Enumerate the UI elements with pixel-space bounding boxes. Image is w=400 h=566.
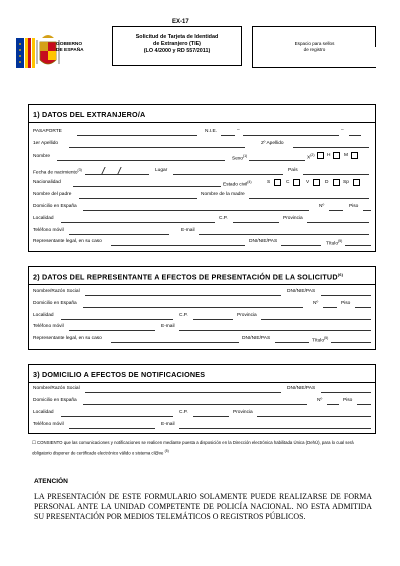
mother-name-label: Nombre de la madre — [201, 192, 245, 197]
birthplace-label: Lugar — [155, 168, 168, 173]
rep-legal-label: Representante legal, en su caso — [33, 336, 102, 341]
rep-province-field[interactable] — [261, 319, 371, 320]
section-notification-address — [28, 364, 376, 434]
country-label: País — [288, 168, 298, 173]
rep-address-label: Domicilio en España — [33, 301, 77, 306]
province-field[interactable] — [307, 222, 369, 223]
notif-postal-field[interactable] — [193, 416, 229, 417]
notif-company-field[interactable] — [85, 392, 281, 393]
legal-rep-label: Representante legal, en su caso — [33, 239, 102, 244]
legal-rep-title-label: Título$^{(5)}$ — [326, 239, 343, 247]
consent-line-1: ☐ CONSIENTO que las comunicaciones y notificaciones se realicen mediante puesta a disposición en la Dirección electrónica habilitada Única (DehÚ), para lo cual será — [32, 440, 354, 445]
marital-sp-checkbox[interactable] — [353, 179, 360, 186]
father-name-label: Nombre del padre — [33, 192, 72, 197]
marital-d-checkbox[interactable] — [333, 179, 340, 186]
surname-1-field[interactable] — [69, 147, 245, 148]
notif-id-label: DNI/NIE/PAS — [287, 386, 316, 391]
notif-phone-label: Teléfono móvil — [33, 422, 64, 427]
rep-email-field[interactable] — [179, 330, 371, 331]
notif-phone-field[interactable] — [69, 428, 155, 429]
notif-province-label: Provincia — [233, 410, 253, 415]
rep-locality-label: Localidad — [33, 313, 54, 318]
address-number-label: Nº — [319, 204, 325, 209]
logo-text-line-1: GOBIERNO — [56, 42, 83, 47]
sex-h-label: H — [327, 153, 331, 158]
form-title-line-3: (LO 4/2000 y RD 557/2011) — [143, 48, 211, 54]
notif-number-field[interactable] — [327, 404, 339, 405]
notif-floor-field[interactable] — [357, 404, 371, 405]
sex-h-checkbox[interactable] — [333, 152, 340, 159]
passport-field[interactable] — [77, 135, 197, 136]
logo-text-line-2: DE ESPAÑA — [56, 48, 84, 53]
rep-company-field[interactable] — [85, 295, 281, 296]
birthplace-field[interactable] — [173, 174, 283, 175]
address-field[interactable] — [83, 210, 309, 211]
nie-prefix-field[interactable] — [221, 135, 235, 136]
legal-rep-id-field[interactable] — [281, 245, 321, 246]
sex-x-checkbox[interactable] — [317, 152, 324, 159]
rep-id-field[interactable] — [321, 295, 371, 296]
marital-s-label: S — [267, 180, 271, 185]
phone-label: Teléfono móvil — [33, 228, 64, 233]
email-label: E-mail — [181, 228, 195, 233]
marital-v-checkbox[interactable] — [313, 179, 320, 186]
form-code: EX-17 — [172, 19, 189, 25]
notif-locality-field[interactable] — [61, 416, 173, 417]
legal-rep-field[interactable] — [111, 245, 245, 246]
address-label: Domicilio en España — [33, 204, 77, 209]
rep-legal-field[interactable] — [111, 342, 239, 343]
nationality-field[interactable] — [73, 186, 221, 187]
rep-legal-title-label: Título$^{(5)}$ — [312, 336, 329, 344]
notif-number-label: Nº — [317, 398, 323, 403]
rep-legal-id-field[interactable] — [275, 342, 309, 343]
birthdate-field[interactable] — [85, 174, 149, 175]
form-title-line-1: Solicitud de Tarjeta de Identidad — [135, 34, 219, 40]
rep-province-label: Provincia — [237, 313, 257, 318]
form-title-box — [112, 26, 242, 66]
section-2-title: 2) DATOS DEL REPRESENTANTE A EFECTOS DE PRESENTACIÓN DE LA SOLICITUD$^{(6)}$ — [33, 272, 344, 282]
rep-number-label: Nº — [313, 301, 319, 306]
notif-address-field[interactable] — [83, 404, 307, 405]
province-label: Provincia — [283, 216, 303, 221]
marital-d-label: D — [325, 180, 329, 185]
form-title-line-2: de Extranjero (TIE) — [153, 41, 201, 47]
address-number-field[interactable] — [329, 210, 343, 211]
rep-floor-label: Piso — [341, 301, 351, 306]
rep-id-label: DNI/NIE/PAS — [287, 289, 316, 294]
rep-legal-title-field[interactable] — [331, 342, 371, 343]
registry-stamp-box — [252, 26, 376, 68]
rep-number-field[interactable] — [323, 307, 337, 308]
rep-locality-field[interactable] — [61, 319, 173, 320]
sex-field[interactable] — [249, 160, 305, 161]
surname-1-label: 1er Apellido — [33, 141, 59, 146]
country-field[interactable] — [303, 174, 369, 175]
father-name-field[interactable] — [79, 198, 197, 199]
surname-2-field[interactable] — [293, 147, 369, 148]
nie-suffix-field[interactable] — [349, 135, 361, 136]
logo-text — [56, 42, 84, 54]
rep-email-label: E-mail — [161, 324, 175, 329]
nie-dash-2: – — [341, 128, 344, 133]
rep-postal-field[interactable] — [193, 319, 233, 320]
rep-floor-field[interactable] — [355, 307, 371, 308]
notif-locality-label: Localidad — [33, 410, 54, 415]
notif-email-field[interactable] — [179, 428, 371, 429]
marital-s-checkbox[interactable] — [274, 179, 281, 186]
section-foreigner-data — [28, 104, 376, 252]
surname-2-label: 2º Apellido — [261, 141, 284, 146]
marital-c-label: C — [286, 180, 290, 185]
legal-rep-id-label: DNI/NIE/PAS — [249, 239, 278, 244]
marital-status-label: Estado civil$^{(4)}$ — [223, 180, 252, 188]
floor-label: Piso — [349, 204, 359, 209]
notif-company-label: Nombre/Razón Social — [33, 386, 80, 391]
notif-address-label: Domicilio en España — [33, 398, 77, 403]
passport-label: PASAPORTE — [33, 129, 62, 134]
section-representative — [28, 266, 376, 350]
rep-legal-id-label: DNI/NIE/PAS — [242, 336, 271, 341]
name-field[interactable] — [57, 160, 225, 161]
nationality-label: Nacionalidad — [33, 180, 61, 185]
floor-field[interactable] — [363, 210, 371, 211]
sex-m-checkbox[interactable] — [351, 152, 358, 159]
postal-code-field[interactable] — [233, 222, 279, 223]
legal-rep-title-field[interactable] — [345, 245, 371, 246]
rep-phone-label: Teléfono móvil — [33, 324, 64, 329]
rep-postal-label: C.P. — [179, 313, 188, 318]
section-1-title: 1) DATOS DEL EXTRANJERO/A — [33, 110, 146, 119]
consent-line-2: obligatorio disponer de certificado electrónico válido o sistema cl@ve $^{(5)}$ — [32, 449, 169, 456]
marital-v-label: V — [306, 180, 310, 185]
attention-text: LA PRESENTACIÓN DE ESTE FORMULARIO SOLAMENTE PUEDE REALIZARSE DE FORMA PERSONAL ANTE LA UNIDAD COMPETENTE DE POLICÍA NACIONAL. NO ESTA ADMITIDA SU PRESENTACIÓN POR MEDIOS TELEMÁTICOS O REGISTROS PÚBLICOS. — [34, 492, 372, 521]
locality-label: Localidad — [33, 216, 54, 221]
attention-title: ATENCIÓN — [34, 478, 68, 485]
rep-address-field[interactable] — [83, 307, 303, 308]
birthdate-label: Fecha de nacimiento$^{(3)}$ — [33, 168, 82, 176]
notif-postal-label: C.P. — [179, 410, 188, 415]
phone-field[interactable] — [69, 234, 169, 235]
rep-company-label: Nombre/Razón Social — [33, 289, 80, 294]
locality-field[interactable] — [61, 222, 215, 223]
name-label: Nombre — [33, 154, 51, 159]
email-field[interactable] — [199, 234, 369, 235]
sex-m-label: M — [344, 153, 348, 158]
mother-name-field[interactable] — [249, 198, 369, 199]
consent-checkbox-text[interactable] — [32, 439, 372, 457]
notif-id-field[interactable] — [321, 392, 371, 393]
rep-phone-field[interactable] — [69, 330, 155, 331]
notif-email-label: E-mail — [161, 422, 175, 427]
sex-x-label: $X^{(2)}$ — [307, 153, 315, 161]
registry-line-1: Espacio para sellos — [294, 41, 335, 46]
notif-province-field[interactable] — [257, 416, 371, 417]
registry-line-2: de registro — [303, 47, 326, 52]
marital-c-checkbox[interactable] — [293, 179, 300, 186]
nie-label: N.I.E. — [205, 129, 217, 134]
section-3-title: 3) DOMICILIO A EFECTOS DE NOTIFICACIONES — [33, 370, 206, 379]
postal-code-label: C.P. — [219, 216, 228, 221]
nie-number-field[interactable] — [243, 135, 339, 136]
marital-sp-label: Sp — [343, 180, 349, 185]
notif-floor-label: Piso — [343, 398, 353, 403]
sex-label: Sexo$^{(1)}$ — [232, 154, 248, 162]
nie-dash-1: – — [237, 128, 240, 133]
